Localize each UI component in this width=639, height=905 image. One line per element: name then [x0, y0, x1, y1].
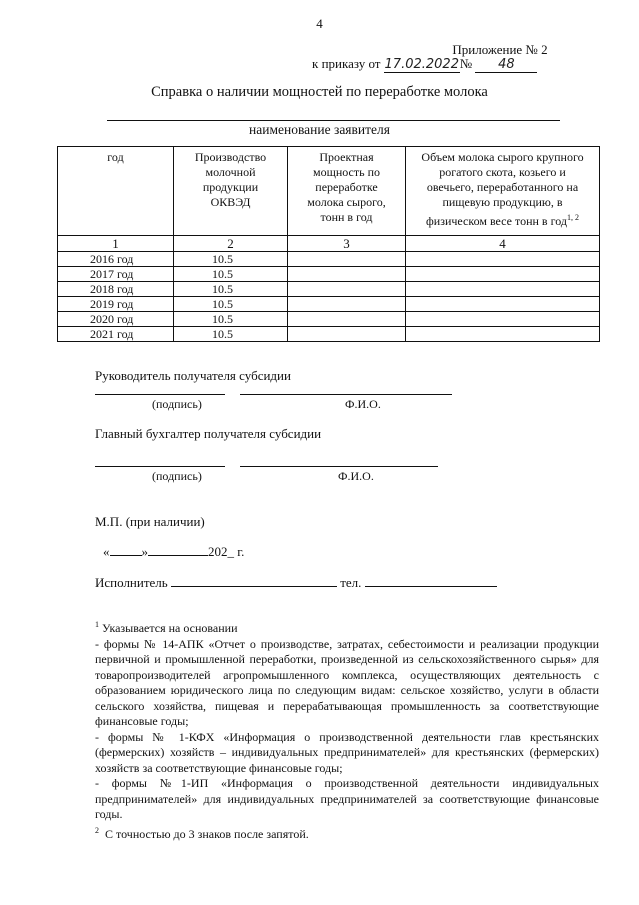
date-month-blank	[148, 555, 208, 556]
applicant-caption: наименование заявителя	[249, 122, 390, 137]
footnote-2-mark: 2	[95, 825, 99, 835]
head-signature-caption: (подпись)	[152, 397, 202, 411]
row-capacity	[288, 282, 406, 297]
table-row	[58, 297, 600, 312]
annex-title: Приложение № 2	[452, 42, 548, 57]
header-footnote-mark: 1, 2	[566, 213, 579, 222]
order-reference	[312, 56, 537, 73]
footnote-1-mark: 1	[95, 620, 99, 629]
row-volume	[406, 282, 600, 297]
row-year: 2019 год	[58, 297, 174, 312]
row-volume	[406, 267, 600, 282]
column-number: 3	[288, 236, 406, 252]
phone-blank	[365, 574, 497, 587]
header-okved: Производство молочной продукции ОКВЭД	[174, 147, 288, 236]
row-okved: 10.5	[174, 327, 288, 342]
head-name-line	[240, 394, 452, 395]
footnotes	[95, 617, 599, 842]
order-number: 48	[475, 58, 537, 73]
row-year: 2017 год	[58, 267, 174, 282]
document-title: Справка о наличии мощностей по переработке молока	[151, 84, 488, 100]
row-okved: 10.5	[174, 297, 288, 312]
page-number: 4	[316, 16, 323, 31]
row-okved: 10.5	[174, 312, 288, 327]
executor-label: Исполнитель	[95, 575, 168, 590]
order-prefix: к приказу от	[312, 56, 381, 71]
header-capacity: Проектная мощность по переработке молока сырого, тонн в год	[288, 147, 406, 236]
row-okved: 10.5	[174, 282, 288, 297]
row-capacity	[288, 267, 406, 282]
head-label: Руководитель получателя субсидии	[95, 368, 291, 383]
column-number: 4	[406, 236, 600, 252]
order-date: 17.02.2022	[384, 57, 459, 72]
date-day-blank	[110, 555, 142, 556]
footnote-item: - формы №1-ИП «Информация о производственной деятельности индивидуальных предпринимателей» для индивидуальных предпринимателей за соответствующие финансовые годы.	[95, 776, 599, 821]
accountant-label: Главный бухгалтер получателя субсидии	[95, 426, 322, 441]
column-number: 1	[58, 236, 174, 252]
row-capacity	[288, 327, 406, 342]
row-volume	[406, 312, 600, 327]
table-row	[58, 282, 600, 297]
row-capacity	[288, 312, 406, 327]
table-row	[58, 312, 600, 327]
table-header-row	[58, 147, 600, 236]
capacity-table	[57, 146, 600, 342]
accountant-signature-caption: (подпись)	[152, 469, 202, 483]
header-volume: Объем молока сырого крупного рогатого скота, козьего и овечьего, переработанного на пищевую продукцию, в физическом весе тонн в год$^{1, 2}$	[406, 147, 600, 236]
row-capacity	[288, 252, 406, 267]
footnote-item: - формы № 14-АПК «Отчет о производстве, затратах, себестоимости и реализации продукции первичной и промышленной переработки, произведенной из сельскохозяйственного сырья» для товаропроизводителей агропромышленного комплекса, осуществляющих деятельность с образованием юридического лица по следующим видам: сельское хозяйство, услуги в области сельского хозяйства, пищевая и перерабатывающая промышленность за соответствующие финансовые годы;	[95, 636, 599, 728]
row-okved: 10.5	[174, 267, 288, 282]
accountant-name-caption: Ф.И.О.	[338, 469, 374, 483]
date-line	[103, 544, 244, 560]
row-volume	[406, 327, 600, 342]
head-signature-line	[95, 394, 225, 395]
row-volume	[406, 252, 600, 267]
row-capacity	[288, 297, 406, 312]
accountant-name-line	[240, 466, 438, 467]
row-year: 2016 год	[58, 252, 174, 267]
table-row	[58, 252, 600, 267]
applicant-name-line	[107, 120, 560, 121]
executor-line	[95, 574, 497, 591]
phone-label: тел.	[340, 575, 362, 590]
head-name-caption: Ф.И.О.	[345, 397, 381, 411]
footnote-1-title: $^1$ Указывается на основании	[95, 620, 238, 635]
footnote-item: - формы № 1-КФХ «Информация о производственной деятельности глав крестьянских (фермерских) хозяйств – индивидуальных предпринимателей» для крестьянских (фермерских) хозяйств за соответствующие финансовые годы;	[95, 729, 599, 775]
date-suffix: г.	[237, 544, 245, 559]
row-year: 2020 год	[58, 312, 174, 327]
order-number-label: №	[459, 56, 473, 71]
executor-blank	[171, 574, 337, 587]
date-year: 202_	[208, 544, 234, 559]
date-close-quote: »	[141, 544, 148, 559]
accountant-signature-line	[95, 466, 225, 467]
row-okved: 10.5	[174, 252, 288, 267]
row-year: 2018 год	[58, 282, 174, 297]
table-row	[58, 327, 600, 342]
footnote-2: $^2$ С точностью до 3 знаков после запятой.	[95, 825, 309, 841]
stamp-label: М.П. (при наличии)	[95, 514, 205, 529]
date-open-quote: «	[103, 544, 110, 559]
table-row	[58, 267, 600, 282]
column-number: 2	[174, 236, 288, 252]
row-year: 2021 год	[58, 327, 174, 342]
column-number-row	[58, 236, 600, 252]
header-year: год	[58, 147, 174, 236]
row-volume	[406, 297, 600, 312]
